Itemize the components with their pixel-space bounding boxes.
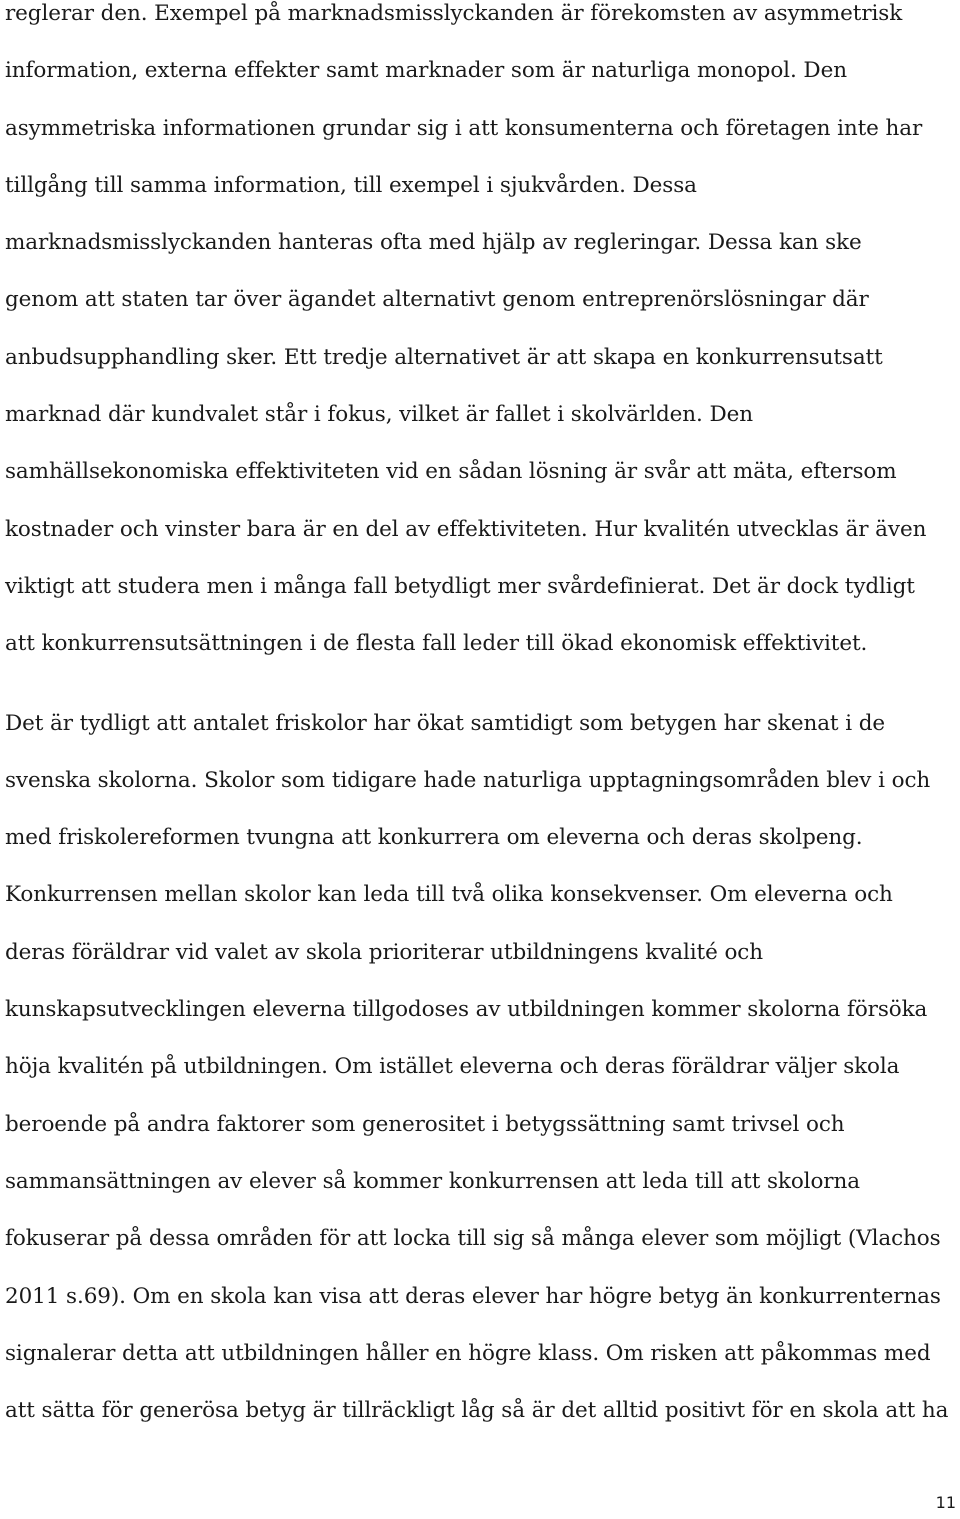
body-text-line: deras föräldrar vid valet av skola prioriterar utbildningens kvalité och <box>5 940 763 965</box>
body-text-line: asymmetriska informationen grundar sig i att konsumenterna och företagen inte har <box>5 116 923 141</box>
body-text-line: svenska skolorna. Skolor som tidigare hade naturliga upptagningsområden blev i och <box>5 768 931 793</box>
body-text-line: anbudsupphandling sker. Ett tredje alternativet är att skapa en konkurrensutsatt <box>5 345 883 370</box>
body-text-line: signalerar detta att utbildningen håller en högre klass. Om risken att påkommas med <box>5 1341 931 1366</box>
body-text-line: kostnader och vinster bara är en del av effektiviteten. Hur kvalitén utvecklas är även <box>5 517 927 542</box>
body-text-line: sammansättningen av elever så kommer konkurrensen att leda till att skolorna <box>5 1169 860 1194</box>
body-text-line: med friskolereformen tvungna att konkurrera om eleverna och deras skolpeng. <box>5 825 863 850</box>
body-text-line: beroende på andra faktorer som generositet i betygssättning samt trivsel och <box>5 1112 845 1137</box>
body-text-line: Det är tydligt att antalet friskolor har ökat samtidigt som betygen har skenat i de <box>5 711 885 736</box>
body-text-line: att sätta för generösa betyg är tillräckligt låg så är det alltid positivt för en skola att ha <box>5 1398 949 1423</box>
body-text-line: att konkurrensutsättningen i de flesta fall leder till ökad ekonomisk effektivitet. <box>5 631 868 656</box>
body-text-line: kunskapsutvecklingen eleverna tillgodoses av utbildningen kommer skolorna försöka <box>5 997 928 1022</box>
body-text-line: genom att staten tar över ägandet alternativt genom entreprenörslösningar där <box>5 287 869 312</box>
body-text-line: marknad där kundvalet står i fokus, vilket är fallet i skolvärlden. Den <box>5 402 753 427</box>
body-text-line: reglerar den. Exempel på marknadsmisslyckanden är förekomsten av asymmetrisk <box>5 1 903 26</box>
body-text-line: viktigt att studera men i många fall betydligt mer svårdefinierat. Det är dock tydligt <box>5 574 915 599</box>
page-number: 11 <box>935 1493 956 1512</box>
body-text-line: 2011 s.69). Om en skola kan visa att deras elever har högre betyg än konkurrenternas <box>5 1284 941 1309</box>
body-text-line: Konkurrensen mellan skolor kan leda till två olika konsekvenser. Om eleverna och <box>5 882 893 907</box>
body-text-line: marknadsmisslyckanden hanteras ofta med hjälp av regleringar. Dessa kan ske <box>5 230 862 255</box>
body-text-line: tillgång till samma information, till exempel i sjukvården. Dessa <box>5 173 697 198</box>
body-text-line: information, externa effekter samt marknader som är naturliga monopol. Den <box>5 58 847 83</box>
body-text-line: samhällsekonomiska effektiviteten vid en sådan lösning är svår att mäta, eftersom <box>5 459 897 484</box>
body-text-line: höja kvalitén på utbildningen. Om istället eleverna och deras föräldrar väljer skola <box>5 1054 900 1079</box>
body-text-line: fokuserar på dessa områden för att locka till sig så många elever som möjligt (Vlachos <box>5 1226 941 1251</box>
